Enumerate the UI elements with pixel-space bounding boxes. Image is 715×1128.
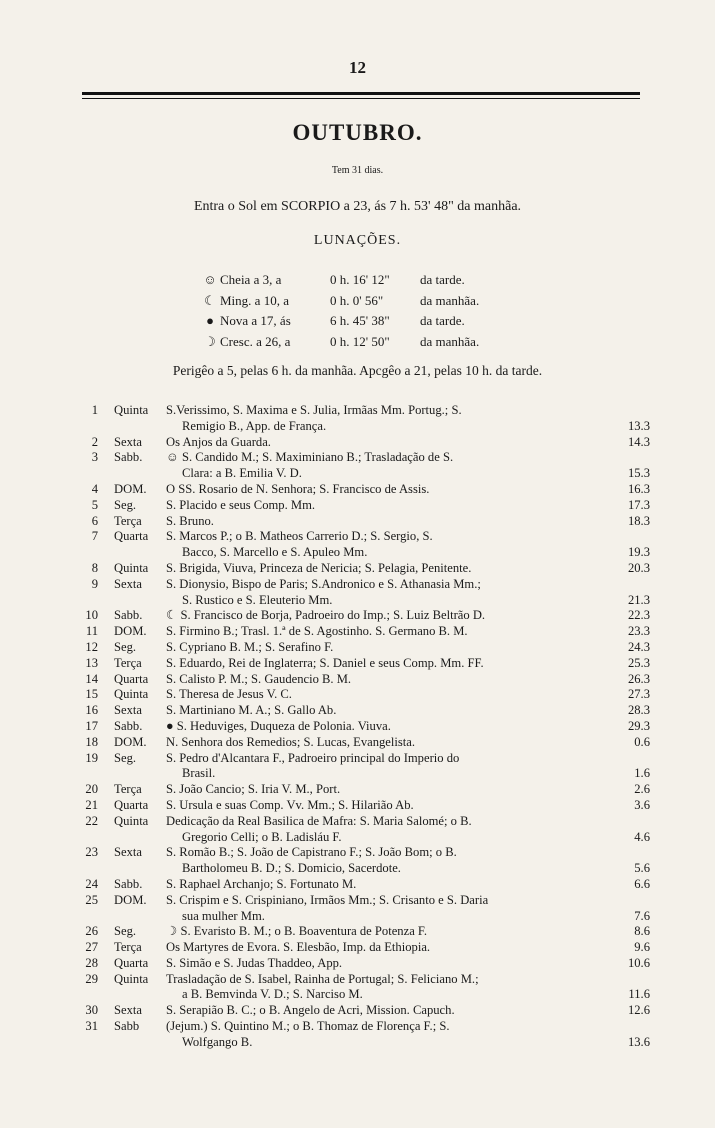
weekday: Quinta xyxy=(114,813,149,828)
saints-line: Wolfgango B. xyxy=(182,1034,253,1049)
saints-line: Bartholomeu B. D.; S. Domicio, Sacerdote. xyxy=(182,861,401,876)
day-number: 3 xyxy=(91,450,98,465)
saints-entry xyxy=(166,561,590,577)
weekday: Quinta xyxy=(114,687,149,702)
weekday: Sabb. xyxy=(114,718,143,733)
calendar-row xyxy=(76,498,656,514)
weekday: Seg. xyxy=(114,639,137,654)
weekday: Quinta xyxy=(114,560,149,575)
saints-line: ☽ S. Evaristo B. M.; o B. Boaventura de Potenza F. xyxy=(166,924,428,939)
calendar-row xyxy=(76,624,656,640)
day-number: 31 xyxy=(85,1019,98,1034)
saints-entry xyxy=(166,735,590,751)
day-number: 26 xyxy=(85,924,98,939)
weekday: DOM. xyxy=(114,892,147,907)
days-note: Tem 31 dias. xyxy=(331,165,384,176)
calendar-row xyxy=(76,1019,656,1051)
saints-entry xyxy=(166,656,590,672)
tide-value: 3.6 xyxy=(634,797,650,812)
tide-value: 26.3 xyxy=(627,671,650,686)
calendar-row xyxy=(76,608,656,624)
saints-line: S. João Cancio; S. Iria V. M., Port. xyxy=(166,782,341,797)
tide-value: 6.6 xyxy=(634,876,650,891)
calendar-row xyxy=(76,482,656,498)
weekday: Quinta xyxy=(114,971,149,986)
weekday: Sexta xyxy=(114,576,142,591)
saints-entry xyxy=(166,482,590,498)
saints-line: a B. Bemvinda V. D.; S. Narciso M. xyxy=(182,987,363,1002)
tide-value: 19.3 xyxy=(627,545,650,560)
day-number: 22 xyxy=(85,813,98,828)
saints-entry xyxy=(166,672,590,688)
calendar-table xyxy=(76,403,656,1051)
saints-entry xyxy=(166,608,590,624)
calendar-row xyxy=(76,640,656,656)
saints-entry xyxy=(166,751,590,783)
day-number: 9 xyxy=(91,576,98,591)
day-number: 20 xyxy=(85,782,98,797)
phase-row xyxy=(200,270,479,291)
saints-line: Gregorio Celli; o B. Ladisláu F. xyxy=(182,829,342,844)
day-number: 1 xyxy=(91,403,98,417)
weekday: Seg. xyxy=(114,750,137,765)
sun-entry: Entra o Sol em SCORPIO a 23, ás 7 h. 53' 48" da manhãa. xyxy=(193,199,522,214)
tide-value: 2.6 xyxy=(634,782,650,797)
tide-value: 0.6 xyxy=(634,734,650,749)
weekday: Quarta xyxy=(114,797,149,812)
calendar-row xyxy=(76,877,656,893)
saints-entry xyxy=(166,877,590,893)
perigee-apogee-line: Perigêo a 5, pelas 6 h. da manhãa. Apcgêo a 21, pelas 10 h. da tarde. xyxy=(172,363,543,378)
tide-value: 11.6 xyxy=(628,987,650,1002)
saints-line: S. Cypriano B. M.; S. Serafino F. xyxy=(166,639,334,654)
saints-line: S. Pedro d'Alcantara F., Padroeiro principal do Imperio do xyxy=(166,750,460,765)
day-number: 28 xyxy=(85,955,98,970)
phase-name: Cresc. a 26, a xyxy=(220,333,291,349)
phase-name: Cheia a 3, a xyxy=(220,272,282,287)
weekday: DOM. xyxy=(114,481,147,496)
day-number: 11 xyxy=(85,624,98,639)
full-moon-icon: ☺ xyxy=(203,272,217,287)
weekday: Terça xyxy=(114,655,142,670)
lunations-title: LUNAÇÕES. xyxy=(313,233,402,248)
calendar-row xyxy=(76,782,656,798)
tide-value: 20.3 xyxy=(627,560,650,575)
saints-line: Os Anjos da Guarda. xyxy=(166,434,271,449)
saints-line: S. Firmino B.; Trasl. 1.ª de S. Agostinho. S. Germano B. M. xyxy=(166,624,468,639)
day-number: 24 xyxy=(85,876,98,891)
saints-line: S. Romão B.; S. João de Capistrano F.; S. João Bom; o B. xyxy=(166,845,457,860)
tide-value: 22.3 xyxy=(627,608,650,623)
calendar-row xyxy=(76,561,656,577)
tide-value: 5.6 xyxy=(634,861,650,876)
calendar-row xyxy=(76,514,656,530)
day-number: 2 xyxy=(91,434,98,449)
saints-line: S. Theresa de Jesus V. C. xyxy=(166,687,292,702)
saints-entry xyxy=(166,450,590,482)
calendar-row xyxy=(76,735,656,751)
phase-name: Nova a 17, ás xyxy=(220,313,291,328)
weekday: DOM. xyxy=(114,734,147,749)
saints-line: Dedicação da Real Basilica de Mafra: S. Maria Salomé; o B. xyxy=(166,813,472,828)
saints-entry xyxy=(166,624,590,640)
calendar-row xyxy=(76,1003,656,1019)
weekday: DOM. xyxy=(114,624,147,639)
calendar-row xyxy=(76,403,656,435)
saints-line: S. Rustico e S. Eleuterio Mm. xyxy=(182,592,333,607)
saints-entry xyxy=(166,924,590,940)
day-number: 19 xyxy=(85,750,98,765)
last-quarter-icon: ☾ xyxy=(204,292,216,308)
saints-line: S. Marcos P.; o B. Matheos Carrerio D.; S. Sergio, S. xyxy=(166,529,433,544)
tide-value: 1.6 xyxy=(634,766,650,781)
weekday: Terça xyxy=(114,513,142,528)
day-number: 27 xyxy=(85,940,98,955)
day-number: 17 xyxy=(85,718,98,733)
tide-value: 16.3 xyxy=(627,481,650,496)
saints-line: ☺ S. Candido M.; S. Maximiniano B.; Trasladação de S. xyxy=(166,450,454,465)
saints-line: Brasil. xyxy=(182,766,216,781)
calendar-row xyxy=(76,672,656,688)
phase-name: Ming. a 10, a xyxy=(220,292,289,308)
header-rule-thin xyxy=(82,98,640,99)
saints-line: S. Serapião B. C.; o B. Angelo de Acri, Mission. Capuch. xyxy=(166,1003,455,1018)
calendar-row xyxy=(76,845,656,877)
day-number: 30 xyxy=(85,1003,98,1018)
weekday: Seg. xyxy=(114,924,137,939)
day-number: 4 xyxy=(91,481,98,496)
saints-line: S. Calisto P. M.; S. Gaudencio B. M. xyxy=(166,671,352,686)
phase-period: da manhãa. xyxy=(420,333,480,349)
calendar-row xyxy=(76,687,656,703)
new-moon-icon: ● xyxy=(206,313,214,328)
phase-row xyxy=(200,291,479,312)
calendar-row xyxy=(76,751,656,783)
saints-entry xyxy=(166,640,590,656)
saints-entry xyxy=(166,782,590,798)
saints-entry xyxy=(166,498,590,514)
calendar-row xyxy=(76,450,656,482)
phase-time: 0 h. 12' 50" xyxy=(330,333,390,349)
calendar-row xyxy=(76,798,656,814)
tide-value: 24.3 xyxy=(627,639,650,654)
tide-value: 25.3 xyxy=(627,655,650,670)
day-number: 16 xyxy=(85,703,98,718)
weekday: Quinta xyxy=(114,403,149,417)
weekday: Sexta xyxy=(114,1003,142,1018)
calendar-row xyxy=(76,703,656,719)
phase-time: 6 h. 45' 38" xyxy=(330,313,390,328)
saints-line: O SS. Rosario de N. Senhora; S. Francisco de Assis. xyxy=(166,481,430,496)
tide-value: 29.3 xyxy=(627,718,650,733)
saints-line: ● S. Heduviges, Duqueza de Polonia. Viuva. xyxy=(166,718,391,733)
saints-line: (Jejum.) S. Quintino M.; o B. Thomaz de Florença F.; S. xyxy=(166,1019,450,1034)
day-number: 23 xyxy=(85,845,98,860)
tide-value: 14.3 xyxy=(627,434,650,449)
lunar-phases xyxy=(200,270,479,352)
day-number: 25 xyxy=(85,892,98,907)
saints-line: Trasladação de S. Isabel, Rainha de Portugal; S. Feliciano M.; xyxy=(166,971,479,986)
weekday: Sabb. xyxy=(114,876,143,891)
day-number: 18 xyxy=(85,734,98,749)
weekday: Seg. xyxy=(114,497,137,512)
saints-entry xyxy=(166,435,590,451)
tide-value: 7.6 xyxy=(634,908,650,923)
saints-line: S. Raphael Archanjo; S. Fortunato M. xyxy=(166,876,357,891)
tide-value: 13.3 xyxy=(627,418,650,433)
phase-period: da tarde. xyxy=(420,272,465,287)
weekday: Terça xyxy=(114,782,142,797)
tide-value: 4.6 xyxy=(634,829,650,844)
day-number: 15 xyxy=(85,687,98,702)
weekday: Sexta xyxy=(114,703,142,718)
tide-value: 21.3 xyxy=(627,592,650,607)
day-number: 10 xyxy=(85,608,98,623)
weekday: Terça xyxy=(114,940,142,955)
saints-line: S. Dionysio, Bispo de Paris; S.Andronico e S. Athanasia Mm.; xyxy=(166,576,481,591)
tide-value: 23.3 xyxy=(627,624,650,639)
saints-line: N. Senhora dos Remedios; S. Lucas, Evangelista. xyxy=(166,734,416,749)
day-number: 6 xyxy=(91,513,98,528)
phase-row xyxy=(200,311,479,332)
phase-period: da manhãa. xyxy=(420,292,480,308)
saints-line: Clara: a B. Emilia V. D. xyxy=(182,466,302,481)
saints-entry xyxy=(166,529,590,561)
saints-line: S. Brigida, Viuva, Princeza de Nericia; S. Pelagia, Penitente. xyxy=(166,560,472,575)
saints-entry xyxy=(166,940,590,956)
weekday: Sabb. xyxy=(114,608,143,623)
saints-entry xyxy=(166,687,590,703)
tide-value: 18.3 xyxy=(627,513,650,528)
saints-entry xyxy=(166,814,590,846)
calendar-row xyxy=(76,719,656,735)
day-number: 14 xyxy=(85,671,98,686)
phase-time: 0 h. 0' 56" xyxy=(330,292,384,308)
saints-entry xyxy=(166,798,590,814)
weekday: Sexta xyxy=(114,845,142,860)
calendar-row xyxy=(76,956,656,972)
page-number: 12 xyxy=(349,58,366,77)
saints-entry xyxy=(166,956,590,972)
weekday: Sabb xyxy=(114,1019,140,1034)
phase-period: da tarde. xyxy=(420,313,465,328)
day-number: 5 xyxy=(91,497,98,512)
saints-entry xyxy=(166,719,590,735)
day-number: 8 xyxy=(91,560,98,575)
saints-entry xyxy=(166,403,590,435)
weekday: Quarta xyxy=(114,671,149,686)
calendar-row xyxy=(76,577,656,609)
saints-line: S. Bruno. xyxy=(166,513,214,528)
saints-entry xyxy=(166,893,590,925)
tide-value: 13.6 xyxy=(627,1034,650,1049)
month-title: OUTUBRO. xyxy=(292,120,423,145)
saints-entry xyxy=(166,1019,590,1051)
day-number: 7 xyxy=(91,529,98,544)
header-rule-thick xyxy=(82,92,640,95)
phase-row xyxy=(200,332,479,353)
tide-value: 12.6 xyxy=(627,1003,650,1018)
saints-line: Bacco, S. Marcello e S. Apuleo Mm. xyxy=(182,545,368,560)
phase-time: 0 h. 16' 12" xyxy=(330,272,390,287)
saints-line: S. Martiniano M. A.; S. Gallo Ab. xyxy=(166,703,337,718)
day-number: 13 xyxy=(85,655,98,670)
calendar-row xyxy=(76,656,656,672)
saints-entry xyxy=(166,972,590,1004)
saints-entry xyxy=(166,577,590,609)
calendar-row xyxy=(76,940,656,956)
saints-line: S. Simão e S. Judas Thaddeo, App. xyxy=(166,955,343,970)
calendar-row xyxy=(76,972,656,1004)
saints-entry xyxy=(166,845,590,877)
tide-value: 9.6 xyxy=(634,940,650,955)
weekday: Quarta xyxy=(114,955,149,970)
saints-line: S. Crispim e S. Crispiniano, Irmãos Mm.; S. Crisanto e S. Daria xyxy=(166,892,489,907)
day-number: 29 xyxy=(85,971,98,986)
tide-value: 28.3 xyxy=(627,703,650,718)
tide-value: 10.6 xyxy=(627,955,650,970)
calendar-row xyxy=(76,529,656,561)
weekday: Sabb. xyxy=(114,450,143,465)
calendar-row xyxy=(76,893,656,925)
weekday: Sexta xyxy=(114,434,142,449)
saints-line: S. Placido e seus Comp. Mm. xyxy=(166,497,316,512)
saints-line: sua mulher Mm. xyxy=(182,908,265,923)
tide-value: 27.3 xyxy=(627,687,650,702)
day-number: 12 xyxy=(85,639,98,654)
saints-line: Remigio B., App. de França. xyxy=(182,418,327,433)
tide-value: 8.6 xyxy=(634,924,650,939)
saints-entry xyxy=(166,514,590,530)
calendar-row xyxy=(76,435,656,451)
weekday: Quarta xyxy=(114,529,149,544)
saints-line: Os Martyres de Evora. S. Elesbão, Imp. da Ethiopia. xyxy=(166,940,431,955)
tide-value: 15.3 xyxy=(627,466,650,481)
saints-line: S. Ursula e suas Comp. Vv. Mm.; S. Hilarião Ab. xyxy=(166,797,414,812)
calendar-row xyxy=(76,924,656,940)
saints-line: ☾ S. Francisco de Borja, Padroeiro do Imp.; S. Luiz Beltrão D. xyxy=(166,608,486,623)
first-quarter-icon: ☽ xyxy=(204,333,216,349)
tide-value: 17.3 xyxy=(627,497,650,512)
saints-line: S.Verissimo, S. Maxima e S. Julia, Irmãas Mm. Portug.; S. xyxy=(166,403,462,417)
day-number: 21 xyxy=(85,797,98,812)
calendar-row xyxy=(76,814,656,846)
saints-entry xyxy=(166,703,590,719)
saints-entry xyxy=(166,1003,590,1019)
saints-line: S. Eduardo, Rei de Inglaterra; S. Daniel e seus Comp. Mm. FF. xyxy=(166,655,484,670)
